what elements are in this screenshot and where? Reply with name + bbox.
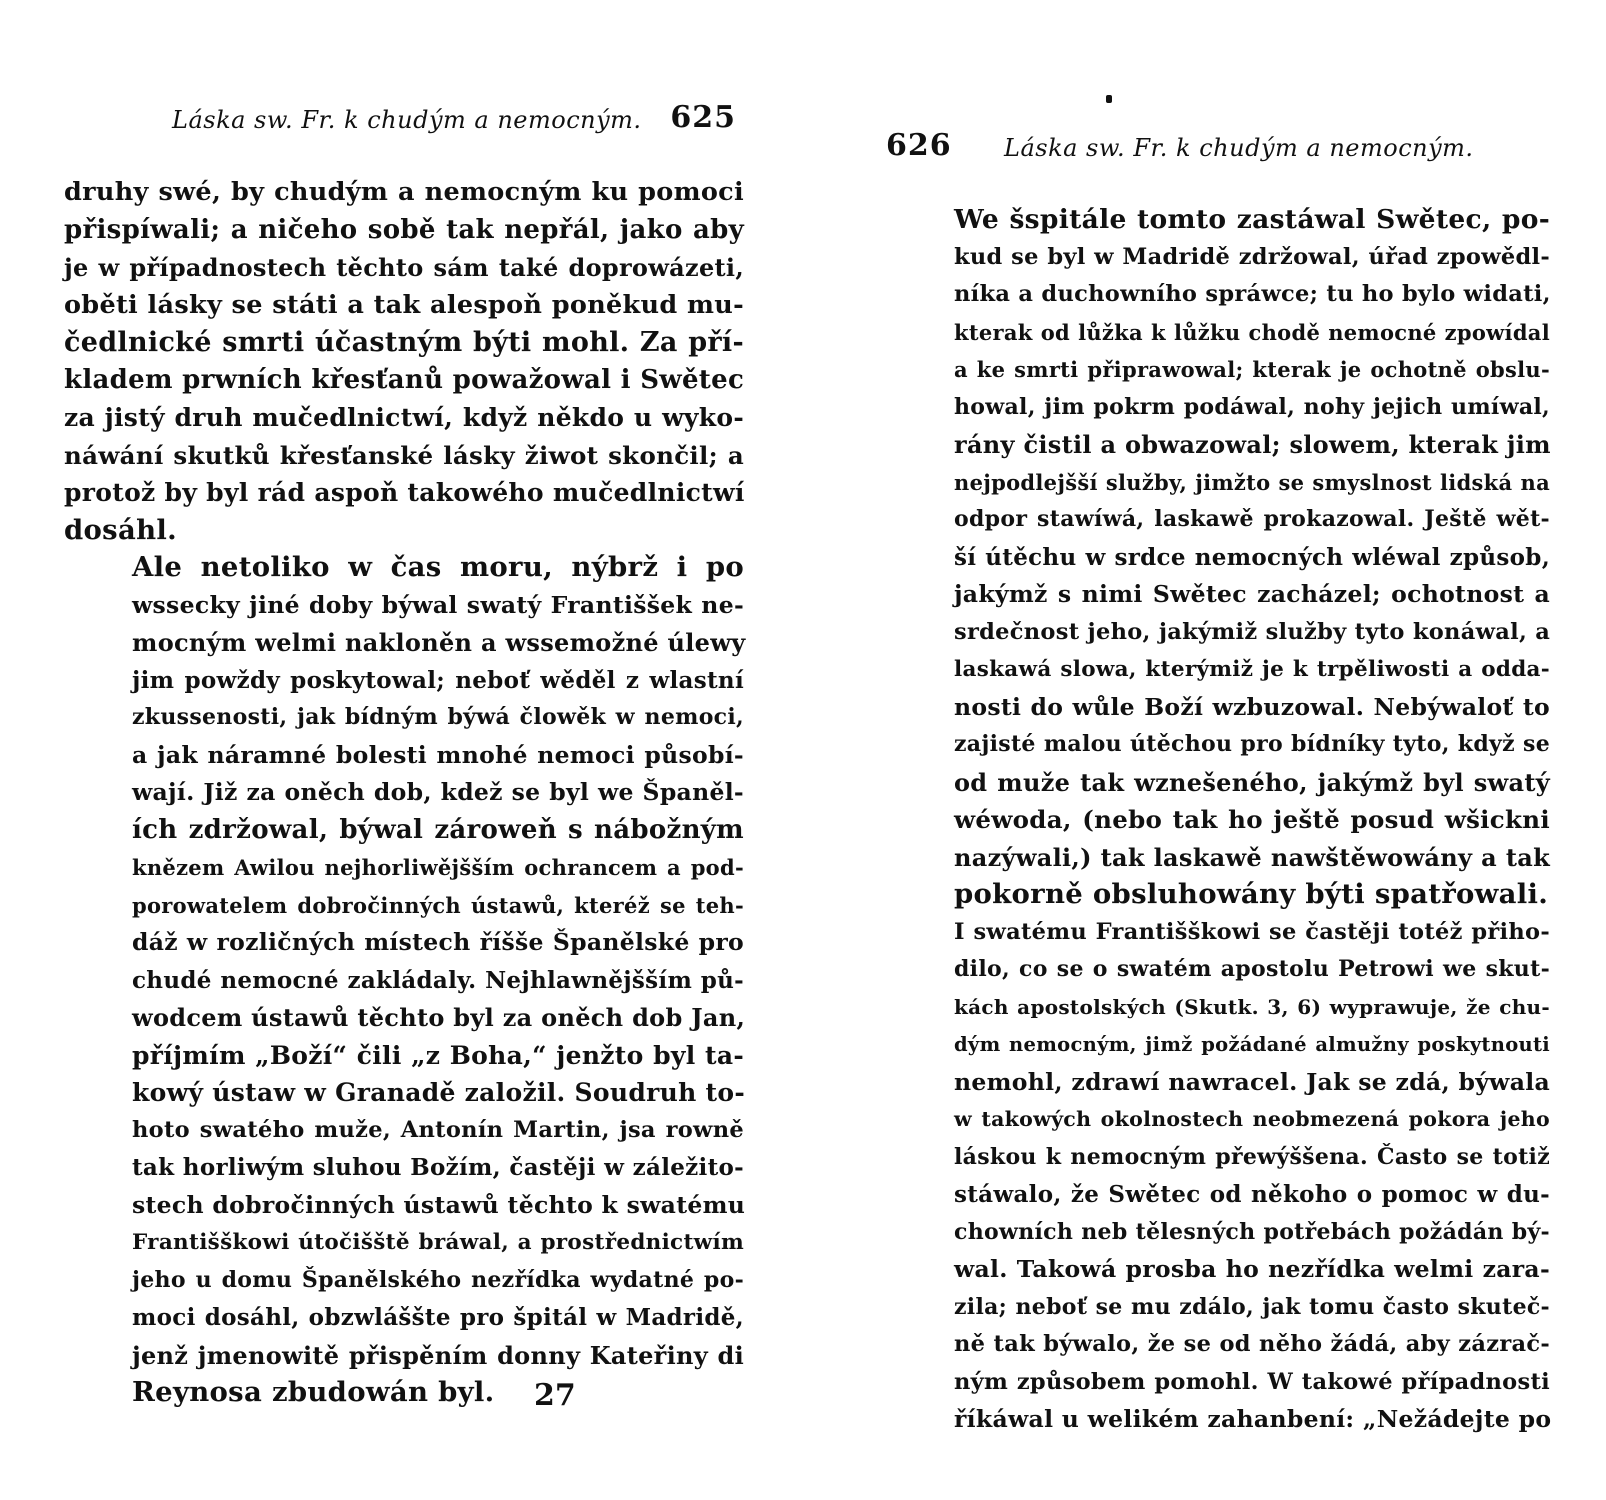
text-line: porowatelem dobročinných ústawů, kteréž se teh- <box>132 892 744 918</box>
text-line: protož by byl rád aspoň takowého mučedlnictwí <box>64 478 745 507</box>
text-line: wodcem ústawů těchto byl za oněch dob Jan, <box>132 1003 746 1032</box>
text-line: Františškowi útočišště bráwal, a prostřednictwím <box>132 1230 744 1255</box>
left-running-head-title: Láska sw. Fr. k chudým a nemocným. <box>172 106 642 134</box>
text-line: pokorně obsluhowány býti spatřowali. <box>954 878 1549 910</box>
text-line: kách apostolských (Skutk. 3, 6) wyprawuje, že chu- <box>954 994 1550 1019</box>
text-line: moci dosáhl, obzwláššte pro špitál w Madridě, <box>132 1304 744 1331</box>
left-page-text <box>64 174 744 1412</box>
text-line: stáwalo, že Swětec od někoho o pomoc w du- <box>954 1181 1550 1208</box>
text-line: I swatému Františškowi se častěji totéž přiho- <box>954 918 1550 945</box>
text-line: w takowých okolnostech neobmezená pokora jeho <box>954 1107 1550 1131</box>
text-line: knězem Awilou nejhorliwějšším ochrancem a pod- <box>132 855 744 880</box>
text-line: wssecky jiné doby býwal swatý Františšek ne- <box>132 590 744 619</box>
text-line: Reynosa zbudowán byl. <box>132 1376 495 1408</box>
text-line: wají. Již za oněch dob, kdež se byl we Španěl- <box>132 778 744 806</box>
text-line: láskou k nemocným přewýššena. Často se totiž <box>954 1143 1550 1170</box>
text-line: zkussenosti, jak bídným býwá člowěk w nemoci, <box>132 704 744 730</box>
paragraph <box>886 914 1550 1439</box>
right-page-text <box>886 201 1550 1439</box>
text-line: laskawá slowa, kterýmiž je k trpěliwosti a odda- <box>954 657 1550 682</box>
text-line: říkáwal u welikém zahanbení: „Nežádejte po <box>954 1405 1552 1433</box>
text-line: howal, jim pokrm podáwal, nohy jejich umíwal, <box>954 393 1550 420</box>
text-line: níka a duchowního spráwce; tu ho bylo widati, <box>954 281 1551 307</box>
text-line: zila; neboť se mu zdálo, jak tomu často skuteč- <box>954 1293 1550 1320</box>
text-line: dosáhl. <box>64 513 177 546</box>
text-line: dáž w rozličných místech říšše Španělské pro <box>132 928 744 956</box>
left-running-head <box>64 100 744 140</box>
text-line: druhy swé, by chudým a nemocným ku pomoci <box>64 177 744 207</box>
text-line: chowních neb tělesných potřebách požádán bý- <box>954 1218 1550 1245</box>
text-line: kterak od lůžka k lůžku chodě nemocné zpowídal <box>954 319 1550 345</box>
text-line: oběti lásky se státi a tak alespoň poněkud mu- <box>64 289 744 320</box>
text-line: kowý ústaw w Granadě založil. Soudruh to- <box>132 1078 746 1107</box>
text-line: jakýmž s nimi Swětec zacházel; ochotnost a <box>954 580 1550 608</box>
text-line: nosti do wůle Boží wzbuzowal. Nebýwaloť to <box>954 692 1550 721</box>
text-line: je w případnostech těchto sám také doprowázeti, <box>64 253 744 282</box>
text-line: kladem prwních křesťanů powažowal i Swětec <box>64 364 745 395</box>
text-line: a jak náramné bolesti mnohé nemoci působí- <box>132 740 744 769</box>
text-line: od muže tak wznešeného, jakýmž byl swatý <box>954 767 1550 797</box>
text-line: Ale netoliko w čas moru, nýbrž i po <box>132 551 744 583</box>
text-line: nazýwali,) tak laskawě nawštěwowány a tak <box>954 842 1550 872</box>
text-line: wal. Takowá prosba ho nezřídka welmi zara- <box>954 1255 1550 1283</box>
signature-mark: 27 <box>534 1378 576 1413</box>
text-line: jeho u domu Španělského nezřídka wydatné po- <box>132 1266 744 1293</box>
text-line: přispíwali; a ničeho sobě tak nepřál, jako aby <box>64 214 744 245</box>
text-line: a ke smrti připrawowal; kterak je ochotně obslu- <box>954 357 1550 382</box>
left-page-number: 625 <box>670 100 736 135</box>
text-line: dým nemocným, jimž požádané almužny poskytnouti <box>954 1033 1550 1056</box>
text-line: ší útěchu w srdce nemocných wléwal způsob, <box>954 543 1550 571</box>
right-page <box>886 0 1550 1500</box>
text-line: hoto swatého muže, Antonín Martin, jsa rowně <box>132 1116 744 1143</box>
text-line: chudé nemocné zakládaly. Nejhlawnějšším pů- <box>132 966 744 994</box>
text-line: zajisté malou útěchou pro bídníky tyto, když se <box>954 731 1550 757</box>
text-line: srdečnost jeho, jakýmiž služby tyto konáwal, a <box>954 618 1551 645</box>
right-page-number: 626 <box>886 128 952 163</box>
text-line: jenž jmenowitě přispěním donny Kateřiny di <box>132 1340 744 1370</box>
right-running-head <box>886 128 1550 168</box>
text-line: čedlnické smrti účastným býti mohl. Za pří- <box>64 327 744 358</box>
text-line: odpor stawíwá, laskawě prokazowal. Ještě wět- <box>954 506 1550 532</box>
text-line: ně tak býwalo, že se od něho žádá, aby zázrač- <box>954 1331 1550 1357</box>
paragraph <box>64 174 744 549</box>
ink-speck <box>1106 95 1112 103</box>
text-line: We šspitále tomto zastáwal Swětec, po- <box>954 204 1550 235</box>
text-line: wéwoda, (nebo tak ho ještě posud wšicknі <box>954 805 1550 834</box>
text-line: příjmím „Boží“ čili „z Boha,“ jenžto byl ta- <box>132 1040 744 1070</box>
text-line: nejpodlejšší služby, jimžto se smyslnost lidská na <box>954 469 1550 495</box>
left-page <box>64 0 744 1500</box>
text-line: tak horliwým sluhou Božím, častěji w záležito- <box>132 1154 744 1181</box>
text-line: stech dobročinných ústawů těchto k swatému <box>132 1190 746 1219</box>
text-line: kud se byl w Madridě zdržowal, úřad zpowědl- <box>954 243 1550 270</box>
right-running-head-title: Láska sw. Fr. k chudým a nemocným. <box>1004 134 1474 162</box>
text-line: jim powždy poskytowal; neboť wěděl z wlastní <box>132 666 744 694</box>
text-line: dilo, co se o swatém apostolu Petrowi we skut- <box>954 956 1550 982</box>
text-line: mocným welmi nakloněn a wssemožné úlewy <box>132 628 746 657</box>
text-line: náwání skutků křesťanské lásky žiwot skončil; a <box>64 440 744 470</box>
paragraph <box>64 549 744 1412</box>
text-line: ným způsobem pomohl. W takowé případnosti <box>954 1368 1550 1395</box>
text-line: nemohl, zdrawí nawracel. Jak se zdá, býwala <box>954 1067 1550 1096</box>
text-line: ích zdržowal, býwal zároweň s nábožným <box>132 814 744 845</box>
text-line: rány čistil a obwazowal; slowem, kterak jim <box>954 430 1551 459</box>
text-line: za jistý druh mučedlnictwí, když někdo u wyko- <box>64 403 744 432</box>
paragraph <box>886 201 1550 914</box>
